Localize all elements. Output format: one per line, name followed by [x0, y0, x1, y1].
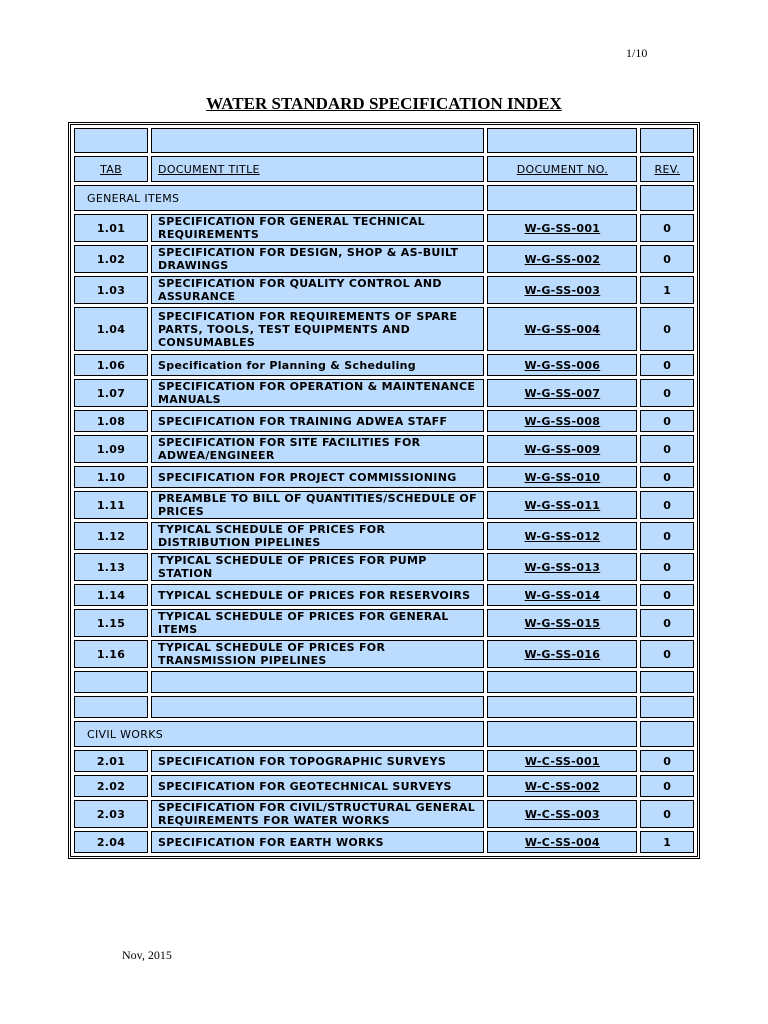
table-row	[74, 214, 694, 242]
blank-cell	[487, 128, 637, 153]
table-row	[74, 307, 694, 351]
document-title-cell: SPECIFICATION FOR PROJECT COMMISSIONING	[151, 466, 484, 488]
tab-number-cell: 2.01	[74, 750, 148, 772]
document-title-cell: SPECIFICATION FOR GENERAL TECHNICAL REQUIREMENTS	[151, 214, 484, 242]
table-row	[74, 354, 694, 376]
document-number-link[interactable]: W-G-SS-010	[487, 466, 637, 488]
tab-number-cell: 2.03	[74, 800, 148, 828]
blank-row	[74, 696, 694, 718]
tab-number-cell: 1.11	[74, 491, 148, 519]
blank-cell	[487, 185, 637, 211]
specification-index-table	[70, 124, 698, 857]
document-title-cell: TYPICAL SCHEDULE OF PRICES FOR DISTRIBUTION PIPELINES	[151, 522, 484, 550]
document-title-cell: SPECIFICATION FOR REQUIREMENTS OF SPARE PARTS, TOOLS, TEST EQUIPMENTS AND CONSUMABLES	[151, 307, 484, 351]
document-title-cell: SPECIFICATION FOR DESIGN, SHOP & AS-BUILT DRAWINGS	[151, 245, 484, 273]
revision-cell: 0	[640, 775, 694, 797]
tab-number-cell: 1.15	[74, 609, 148, 637]
revision-cell: 1	[640, 831, 694, 853]
table-body	[74, 128, 694, 853]
blank-cell	[151, 128, 484, 153]
blank-cell	[151, 671, 484, 693]
table-row	[74, 831, 694, 853]
document-title-cell: SPECIFICATION FOR TOPOGRAPHIC SURVEYS	[151, 750, 484, 772]
document-number-link[interactable]: W-G-SS-015	[487, 609, 637, 637]
document-title-cell: TYPICAL SCHEDULE OF PRICES FOR PUMP STATION	[151, 553, 484, 581]
section-heading: CIVIL WORKS	[74, 721, 484, 747]
document-number-link[interactable]: W-G-SS-003	[487, 276, 637, 304]
table-row	[74, 775, 694, 797]
header-row	[74, 156, 694, 182]
header-document-title: DOCUMENT TITLE	[151, 156, 484, 182]
blank-cell	[74, 696, 148, 718]
revision-cell: 0	[640, 491, 694, 519]
revision-cell: 0	[640, 584, 694, 606]
blank-cell	[640, 696, 694, 718]
footer-date: Nov, 2015	[122, 948, 172, 962]
document-number-link[interactable]: W-C-SS-002	[487, 775, 637, 797]
tab-number-cell: 1.01	[74, 214, 148, 242]
document-number-link[interactable]: W-G-SS-013	[487, 553, 637, 581]
tab-number-cell: 1.10	[74, 466, 148, 488]
tab-number-cell: 1.04	[74, 307, 148, 351]
table-row	[74, 466, 694, 488]
blank-cell	[74, 671, 148, 693]
document-title-cell: TYPICAL SCHEDULE OF PRICES FOR TRANSMISSION PIPELINES	[151, 640, 484, 668]
table-row	[74, 609, 694, 637]
revision-cell: 0	[640, 354, 694, 376]
tab-number-cell: 1.12	[74, 522, 148, 550]
document-number-link[interactable]: W-G-SS-011	[487, 491, 637, 519]
document-number-link[interactable]: W-G-SS-001	[487, 214, 637, 242]
revision-cell: 0	[640, 522, 694, 550]
blank-cell	[151, 696, 484, 718]
tab-number-cell: 1.16	[74, 640, 148, 668]
tab-number-cell: 1.03	[74, 276, 148, 304]
table-row	[74, 800, 694, 828]
table-row	[74, 276, 694, 304]
document-number-link[interactable]: W-G-SS-016	[487, 640, 637, 668]
table-row	[74, 522, 694, 550]
document-title-cell: TYPICAL SCHEDULE OF PRICES FOR GENERAL ITEMS	[151, 609, 484, 637]
table-row	[74, 584, 694, 606]
document-number-link[interactable]: W-G-SS-014	[487, 584, 637, 606]
document-title-cell: SPECIFICATION FOR TRAINING ADWEA STAFF	[151, 410, 484, 432]
header-document-no: DOCUMENT NO.	[487, 156, 637, 182]
document-number-link[interactable]: W-C-SS-004	[487, 831, 637, 853]
table-row	[74, 553, 694, 581]
revision-cell: 0	[640, 640, 694, 668]
tab-number-cell: 1.13	[74, 553, 148, 581]
document-title-cell: SPECIFICATION FOR GEOTECHNICAL SURVEYS	[151, 775, 484, 797]
revision-cell: 0	[640, 379, 694, 407]
blank-cell	[487, 671, 637, 693]
tab-number-cell: 1.07	[74, 379, 148, 407]
tab-number-cell: 2.02	[74, 775, 148, 797]
revision-cell: 0	[640, 307, 694, 351]
document-title-cell: TYPICAL SCHEDULE OF PRICES FOR RESERVOIRS	[151, 584, 484, 606]
tab-number-cell: 2.04	[74, 831, 148, 853]
blank-cell	[640, 128, 694, 153]
table-row	[74, 435, 694, 463]
document-number-link[interactable]: W-G-SS-002	[487, 245, 637, 273]
tab-number-cell: 1.09	[74, 435, 148, 463]
table-row	[74, 410, 694, 432]
blank-cell	[640, 721, 694, 747]
blank-cell	[640, 671, 694, 693]
table-row	[74, 640, 694, 668]
header-rev: REV.	[640, 156, 694, 182]
revision-cell: 0	[640, 750, 694, 772]
document-number-link[interactable]: W-G-SS-007	[487, 379, 637, 407]
document-title-cell: SPECIFICATION FOR OPERATION & MAINTENANCE MANUALS	[151, 379, 484, 407]
table-row	[74, 245, 694, 273]
document-title-cell: SPECIFICATION FOR EARTH WORKS	[151, 831, 484, 853]
section-row	[74, 721, 694, 747]
table-row	[74, 379, 694, 407]
document-title-cell: SPECIFICATION FOR CIVIL/STRUCTURAL GENERAL REQUIREMENTS FOR WATER WORKS	[151, 800, 484, 828]
tab-number-cell: 1.14	[74, 584, 148, 606]
revision-cell: 0	[640, 245, 694, 273]
table-row	[74, 750, 694, 772]
tab-number-cell: 1.02	[74, 245, 148, 273]
document-number-link[interactable]: W-G-SS-009	[487, 435, 637, 463]
blank-cell	[487, 696, 637, 718]
header-tab: TAB	[74, 156, 148, 182]
document-title-cell: SPECIFICATION FOR QUALITY CONTROL AND ASSURANCE	[151, 276, 484, 304]
page-number: 1/10	[626, 46, 648, 60]
tab-number-cell: 1.06	[74, 354, 148, 376]
document-number-link[interactable]: W-C-SS-001	[487, 750, 637, 772]
blank-cell	[640, 185, 694, 211]
revision-cell: 0	[640, 410, 694, 432]
revision-cell: 0	[640, 553, 694, 581]
document-number-link[interactable]: W-C-SS-003	[487, 800, 637, 828]
revision-cell: 0	[640, 800, 694, 828]
document-number-link[interactable]: W-G-SS-012	[487, 522, 637, 550]
document-number-link[interactable]: W-G-SS-008	[487, 410, 637, 432]
blank-row	[74, 671, 694, 693]
blank-cell	[74, 128, 148, 153]
document-title-cell: Specification for Planning & Scheduling	[151, 354, 484, 376]
revision-cell: 0	[640, 214, 694, 242]
section-heading: GENERAL ITEMS	[74, 185, 484, 211]
revision-cell: 0	[640, 466, 694, 488]
document-number-link[interactable]: W-G-SS-006	[487, 354, 637, 376]
blank-row	[74, 128, 694, 153]
document-title-cell: PREAMBLE TO BILL OF QUANTITIES/SCHEDULE OF PRICES	[151, 491, 484, 519]
revision-cell: 0	[640, 609, 694, 637]
document-title: WATER STANDARD SPECIFICATION INDEX	[206, 94, 562, 113]
table-row	[74, 491, 694, 519]
document-title-cell: SPECIFICATION FOR SITE FACILITIES FOR ADWEA/ENGINEER	[151, 435, 484, 463]
blank-cell	[487, 721, 637, 747]
revision-cell: 0	[640, 435, 694, 463]
document-number-link[interactable]: W-G-SS-004	[487, 307, 637, 351]
revision-cell: 1	[640, 276, 694, 304]
section-row	[74, 185, 694, 211]
tab-number-cell: 1.08	[74, 410, 148, 432]
